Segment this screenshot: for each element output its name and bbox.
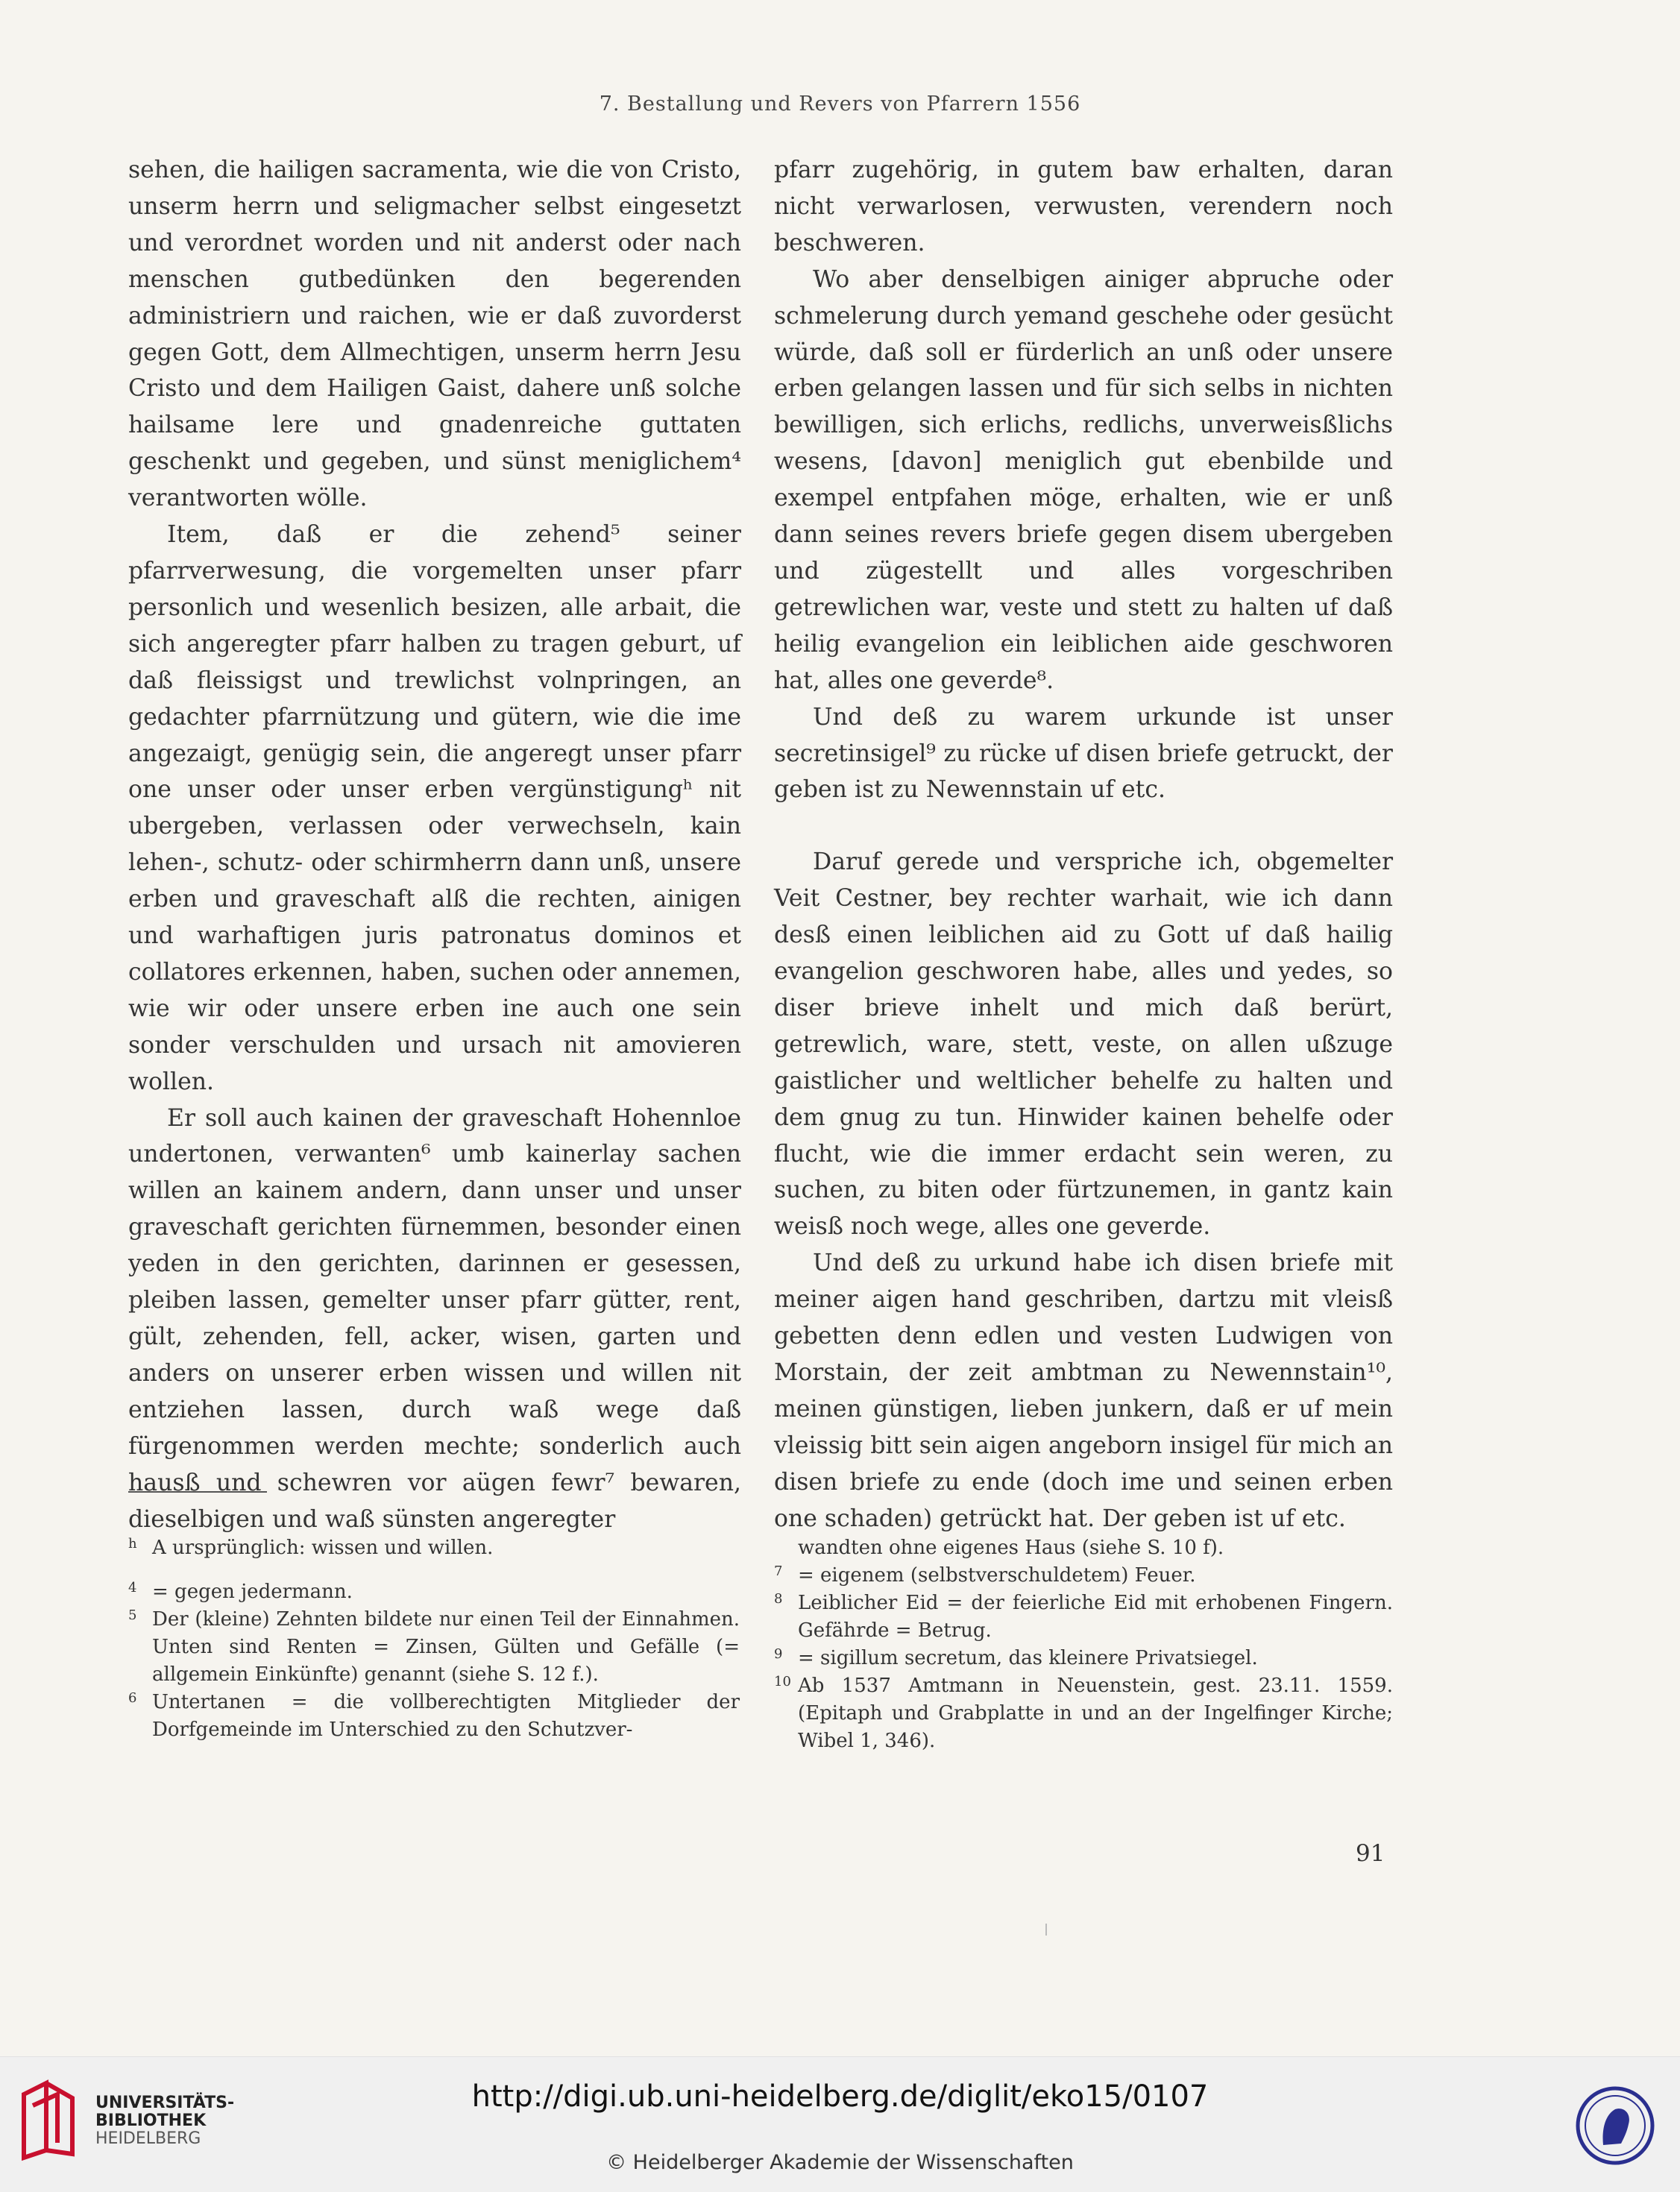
footnote-mark: 5 [128, 1607, 137, 1623]
page-number: 91 [1356, 1840, 1385, 1867]
footnote-text: Der (kleine) Zehnten bildete nur einen Teil der Einnahmen. Unten sind Renten = Zinsen, Gülten und Gefälle (= allgemein Einkünfte) genannt (siehe S. 12 f.). [152, 1608, 740, 1686]
paragraph: Und deß zu warem urkunde ist unser secretinsigel⁹ zu rücke uf disen briefe getruckt, der geben ist zu Newennstain uf etc. [774, 703, 1393, 804]
footnote [774, 1672, 1393, 1755]
footnote-text: = sigillum secretum, das kleinere Privatsiegel. [798, 1647, 1258, 1669]
footnote-text: Leiblicher Eid = der feierliche Eid mit erhobenen Fingern. Gefährde = Betrug. [798, 1592, 1393, 1642]
footnote-continuation [774, 1534, 1393, 1562]
footnote [128, 1606, 740, 1689]
academy-seal-icon [1575, 2085, 1655, 2166]
footnote-mark: 10 [774, 1674, 791, 1689]
footnote-text: Ab 1537 Amtmann in Neuenstein, gest. 23.11. 1559. (Epitaph und Grabplatte in und an der Ingelfinger Kirche; Wibel 1, 346). [798, 1675, 1393, 1752]
permalink-url[interactable]: http://digi.ub.uni-heidelberg.de/diglit/eko15/0107 [471, 2079, 1209, 2114]
footnote [128, 1689, 740, 1744]
library-name-line: HEIDELBERG [95, 2129, 201, 2148]
footnote-mark: h [128, 1536, 137, 1552]
footnote-divider [128, 1491, 267, 1493]
paragraph: Und deß zu urkund habe ich disen briefe mit meiner aigen hand geschriben, dartzu mit vleisß gebetten denn edlen und vesten Ludwigen von Morstain, der zeit ambtman zu Newennstain¹⁰, meinen günstigen, lieben junkern, daß er uf mein vleissig bitt sein aigen angeborn insigel für mich an disen briefe zu ende (doch ime und seinen erben one schaden) getrückt hat. Der geben ist uf etc. [774, 1250, 1393, 1532]
paragraph: Item, daß er die zehend⁵ seiner pfarrverwesung, die vorgemelten unser pfarr personlich und wesenlich besizen, alle arbait, die sich angeregter pfarr halben zu tragen geburt, uf daß fleissigst und trewlichst volnpringen, an gedachter pfarrnützung und gütern, wie die ime angezaigt, genügig sein, die angeregt unser pfarr one unser oder unser erben vergünstigungʰ nit ubergeben, verlassen oder verwechseln, kain lehen-, schutz- oder schirmherrn dann unß, unsere erben und graveschaft alß die rechten, ainigen und warhaftigen juris patronatus dominos et collatores erkennen, haben, suchen oder annemen, wie wir oder unsere erben ine auch one sein sonder verschulden und ursach nit amovieren wollen. [128, 521, 741, 1095]
footnote [774, 1645, 1393, 1672]
footnote-text: Untertanen = die vollberechtigten Mitglieder der Dorfgemeinde im Unterschied zu den Schutzver- [152, 1691, 740, 1741]
footnote [128, 1578, 740, 1606]
left-text-column [128, 152, 741, 1537]
paragraph: pfarr zugehörig, in gutem baw erhalten, daran nicht verwarlosen, verwusten, verendern noch beschweren. [774, 157, 1393, 256]
footnote-text: A ursprünglich: wissen und willen. [152, 1537, 494, 1559]
footnote-mark: 6 [128, 1690, 137, 1706]
scan-mark [1045, 1924, 1047, 1936]
running-head: 7. Bestallung und Revers von Pfarrern 1556 [599, 92, 1081, 116]
copyright-notice: © Heidelberger Akademie der Wissenschaften [606, 2151, 1074, 2174]
footnote [774, 1562, 1393, 1590]
footnote-text: = eigenem (selbstverschuldetem) Feuer. [798, 1564, 1196, 1587]
footnote-mark: 8 [774, 1591, 783, 1607]
footnote [774, 1590, 1393, 1645]
paragraph: Er soll auch kainen der graveschaft Hohennloe undertonen, verwanten⁶ umb kainerlay sachen willen an kainem andern, dann unser und unser graveschaft gerichten fürnemmen, besonder einen yeden in den gerichten, darinnen er gesessen, pleiben lassen, gemelter unser pfarr gütter, rent, gült, zehenden, fell, acker, wisen, garten und anders on unserer erben wissen und willen nit entziehen lassen, durch waß wege daß fürgenommen werden mechte; sonderlich auch hausß und schewren vor aügen fewr⁷ bewaren, dieselbigen und waß sünsten angeregter [128, 1104, 741, 1533]
footnote [128, 1534, 740, 1562]
paragraph: Daruf gerede und verspriche ich, obgemelter Veit Cestner, bey rechter warhait, wie ich dann desß einen leiblichen aid zu Gott uf daß hailig evangelion geschworen habe, alles und yedes, so diser brieve inhelt und mich daß berürt, getrewlich, ware, stett, veste, on allen ußzuge gaistlicher und weltlicher behelfe zu halten und dem gnug zu tun. Hinwider kainen behelfe oder flucht, wie die immer erdacht sein weren, zu suchen, zu biten oder fürtzunemen, in gantz kain weisß noch wege, alles one geverde. [774, 848, 1393, 1241]
footnotes-right [774, 1534, 1393, 1755]
footnote-mark: 9 [774, 1646, 783, 1662]
library-footer [0, 2056, 1680, 2192]
footnote-text: wandten ohne eigenes Haus (siehe S. 10 f). [798, 1537, 1224, 1559]
library-name-line: UNIVERSITÄTS- [95, 2094, 235, 2112]
footnote-mark: 7 [774, 1563, 783, 1579]
library-name-line: BIBLIOTHEK [95, 2111, 207, 2130]
footnotes-left [128, 1534, 740, 1744]
paragraph: Wo aber denselbigen ainiger abpruche oder schmelerung durch yemand geschehe oder gesücht würde, daß soll er fürderlich an unß oder unsere erben gelangen lassen und für sich selbs in nichten bewilligen, sich erlichs, redlichs, unverweisßlichs wesens, [davon] meniglich gut ebenbilde und exempel entpfahen möge, erhalten, wie er unß dann seines revers briefe gegen disem ubergeben und zügestellt und alles vorgeschriben getrewlichen war, veste und stett zu halten uf daß heilig evangelion ein leiblichen aide geschworen hat, alles one geverde⁸. [774, 265, 1393, 694]
footnote-mark: 4 [128, 1580, 137, 1596]
footnote-text: = gegen jedermann. [152, 1581, 353, 1603]
paragraph: sehen, die hailigen sacramenta, wie die von Cristo, unserm herrn und seligmacher selbst eingesetzt und verordnet worden und nit anderst oder nach menschen gutbedünken den begerenden administriern und raichen, wie er daß zuvorderst gegen Gott, dem Allmechtigen, unserm herrn Jesu Cristo und dem Hailigen Gaist, dahere unß solche hailsame lere und gnadenreiche guttaten geschenkt und gegeben, und sünst meniglichem⁴ verantworten wölle. [128, 157, 741, 512]
right-text-column [774, 152, 1393, 1537]
